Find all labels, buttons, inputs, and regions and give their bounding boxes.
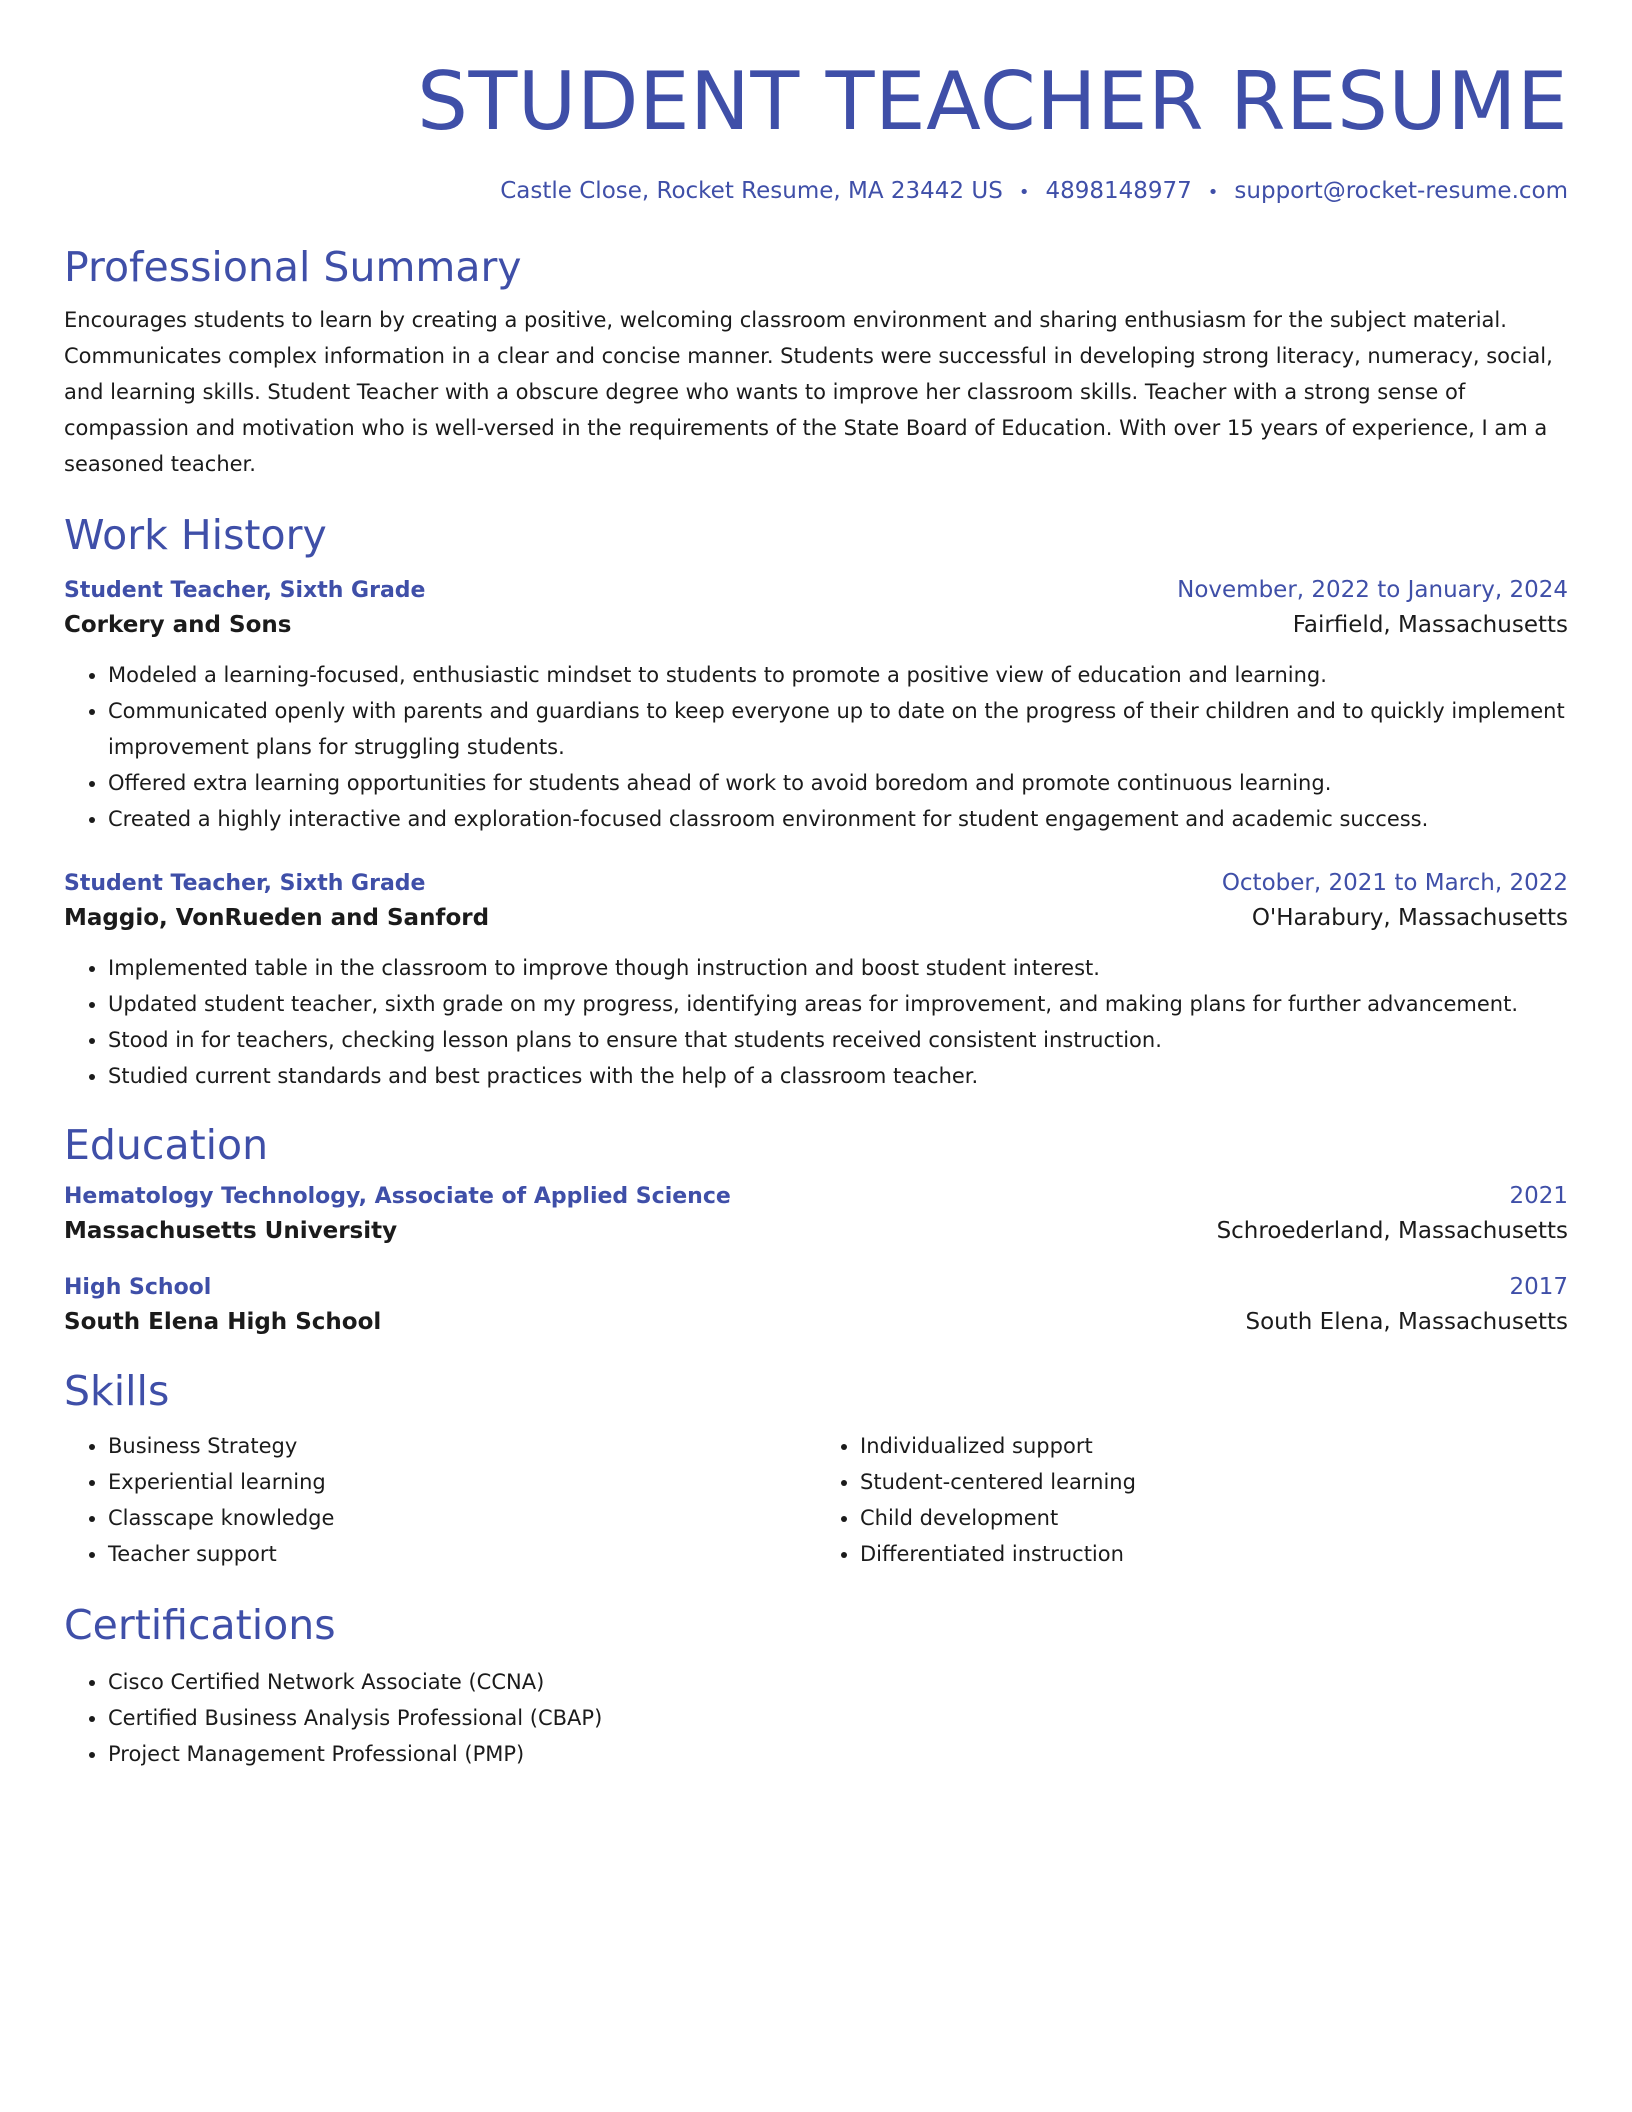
certifications-heading: Certifications bbox=[64, 1601, 336, 1649]
education-degree-row bbox=[64, 1180, 1568, 1213]
education-year: 2021 bbox=[1509, 1183, 1568, 1209]
contact-phone: 4898148977 bbox=[1045, 178, 1192, 204]
summary-section bbox=[64, 242, 1568, 482]
education-school-row bbox=[64, 1304, 1568, 1340]
education-school: Massachusetts University bbox=[64, 1218, 398, 1244]
job-bullet: • Communicated openly with parents and guardians to keep everyone up to date on the progress of their children and to quickly implement improvement plans for struggling students. bbox=[108, 693, 1568, 765]
skill-item: • Differentiated instruction bbox=[860, 1536, 1568, 1572]
summary-heading: Professional Summary bbox=[64, 243, 522, 291]
job-bullet: • Implemented table in the classroom to improve though instruction and boost student interest. bbox=[108, 950, 1568, 986]
work-history-section bbox=[64, 510, 1568, 1094]
job-bullet: • Studied current standards and best practices with the help of a classroom teacher. bbox=[108, 1058, 1568, 1094]
job-company: Corkery and Sons bbox=[64, 612, 292, 638]
education-degree-row bbox=[64, 1271, 1568, 1304]
education-degree: Hematology Technology, Associate of Applied Science bbox=[64, 1184, 731, 1209]
contact-separator: • bbox=[1018, 182, 1030, 203]
job-location: Fairfield, Massachusetts bbox=[1292, 612, 1568, 638]
resume-name: STUDENT TEACHER RESUME bbox=[417, 55, 1568, 148]
education-entry bbox=[64, 1180, 1568, 1249]
skill-item: • Individualized support bbox=[860, 1428, 1568, 1464]
contact-address: Castle Close, Rocket Resume, MA 23442 US bbox=[500, 178, 1003, 204]
job-bullet: • Offered extra learning opportunities for students ahead of work to avoid boredom and promote continuous learning. bbox=[108, 765, 1568, 801]
education-year: 2017 bbox=[1509, 1274, 1568, 1300]
job-dates: November, 2022 to January, 2024 bbox=[1177, 577, 1568, 603]
skill-item: • Experiential learning bbox=[108, 1464, 816, 1500]
certification-item: • Project Management Professional (PMP) bbox=[108, 1736, 1568, 1772]
contact-line bbox=[64, 176, 1568, 208]
certifications-list bbox=[64, 1664, 1568, 1772]
skills-column-right bbox=[816, 1428, 1568, 1572]
resume-header bbox=[64, 56, 1568, 208]
job-title-row bbox=[64, 867, 1568, 900]
contact-email: support@rocket-resume.com bbox=[1234, 178, 1568, 204]
skill-item: • Student-centered learning bbox=[860, 1464, 1568, 1500]
summary-text: Encourages students to learn by creating a positive, welcoming classroom environment and sharing enthusiasm for the subject material. Communicates complex information in a clear and concise manner. Students were successful in developing strong literacy, numeracy, social, and learning skills. Student Teacher with a obscure degree who wants to improve her classroom skills. Teacher with a strong sense of compassion and motivation who is well-versed in the requirements of the State Board of Education. With over 15 years of experience, I am a seasoned teacher. bbox=[64, 308, 1553, 476]
job-bullet: • Modeled a learning-focused, enthusiastic mindset to students to promote a positive view of education and learning. bbox=[108, 657, 1568, 693]
job-bullets bbox=[64, 950, 1568, 1094]
job-location: O'Harabury, Massachusetts bbox=[1251, 905, 1568, 931]
job-entry bbox=[64, 574, 1568, 837]
job-role: Student Teacher, Sixth Grade bbox=[64, 871, 426, 896]
job-company: Maggio, VonRueden and Sanford bbox=[64, 905, 490, 931]
job-bullet: • Updated student teacher, sixth grade on my progress, identifying areas for improvement, and making plans for further advancement. bbox=[108, 986, 1568, 1022]
job-entry bbox=[64, 867, 1568, 1094]
certification-item: • Cisco Certified Network Associate (CCNA) bbox=[108, 1664, 1568, 1700]
education-location: Schroederland, Massachusetts bbox=[1216, 1218, 1568, 1244]
job-bullets bbox=[64, 657, 1568, 837]
skill-item: • Child development bbox=[860, 1500, 1568, 1536]
skill-item: • Classcape knowledge bbox=[108, 1500, 816, 1536]
education-degree: High School bbox=[64, 1275, 212, 1300]
skill-item: • Business Strategy bbox=[108, 1428, 816, 1464]
skills-grid bbox=[64, 1428, 1568, 1572]
job-dates: October, 2021 to March, 2022 bbox=[1221, 870, 1568, 896]
skills-heading: Skills bbox=[64, 1367, 170, 1415]
education-school: South Elena High School bbox=[64, 1309, 382, 1335]
education-entry bbox=[64, 1271, 1568, 1340]
education-heading: Education bbox=[64, 1121, 269, 1169]
work-history-heading: Work History bbox=[64, 511, 327, 559]
education-school-row bbox=[64, 1213, 1568, 1249]
job-company-row bbox=[64, 900, 1568, 936]
education-location: South Elena, Massachusetts bbox=[1245, 1309, 1568, 1335]
education-section bbox=[64, 1120, 1568, 1340]
job-role: Student Teacher, Sixth Grade bbox=[64, 578, 426, 603]
job-company-row bbox=[64, 607, 1568, 643]
certification-item: • Certified Business Analysis Professional (CBAP) bbox=[108, 1700, 1568, 1736]
certifications-section bbox=[64, 1600, 1568, 1772]
contact-separator: • bbox=[1207, 182, 1219, 203]
skills-column-left bbox=[64, 1428, 816, 1572]
skills-section bbox=[64, 1366, 1568, 1572]
job-bullet: • Created a highly interactive and exploration-focused classroom environment for student engagement and academic success. bbox=[108, 801, 1568, 837]
skill-item: • Teacher support bbox=[108, 1536, 816, 1572]
job-bullet: • Stood in for teachers, checking lesson plans to ensure that students received consistent instruction. bbox=[108, 1022, 1568, 1058]
job-title-row bbox=[64, 574, 1568, 607]
